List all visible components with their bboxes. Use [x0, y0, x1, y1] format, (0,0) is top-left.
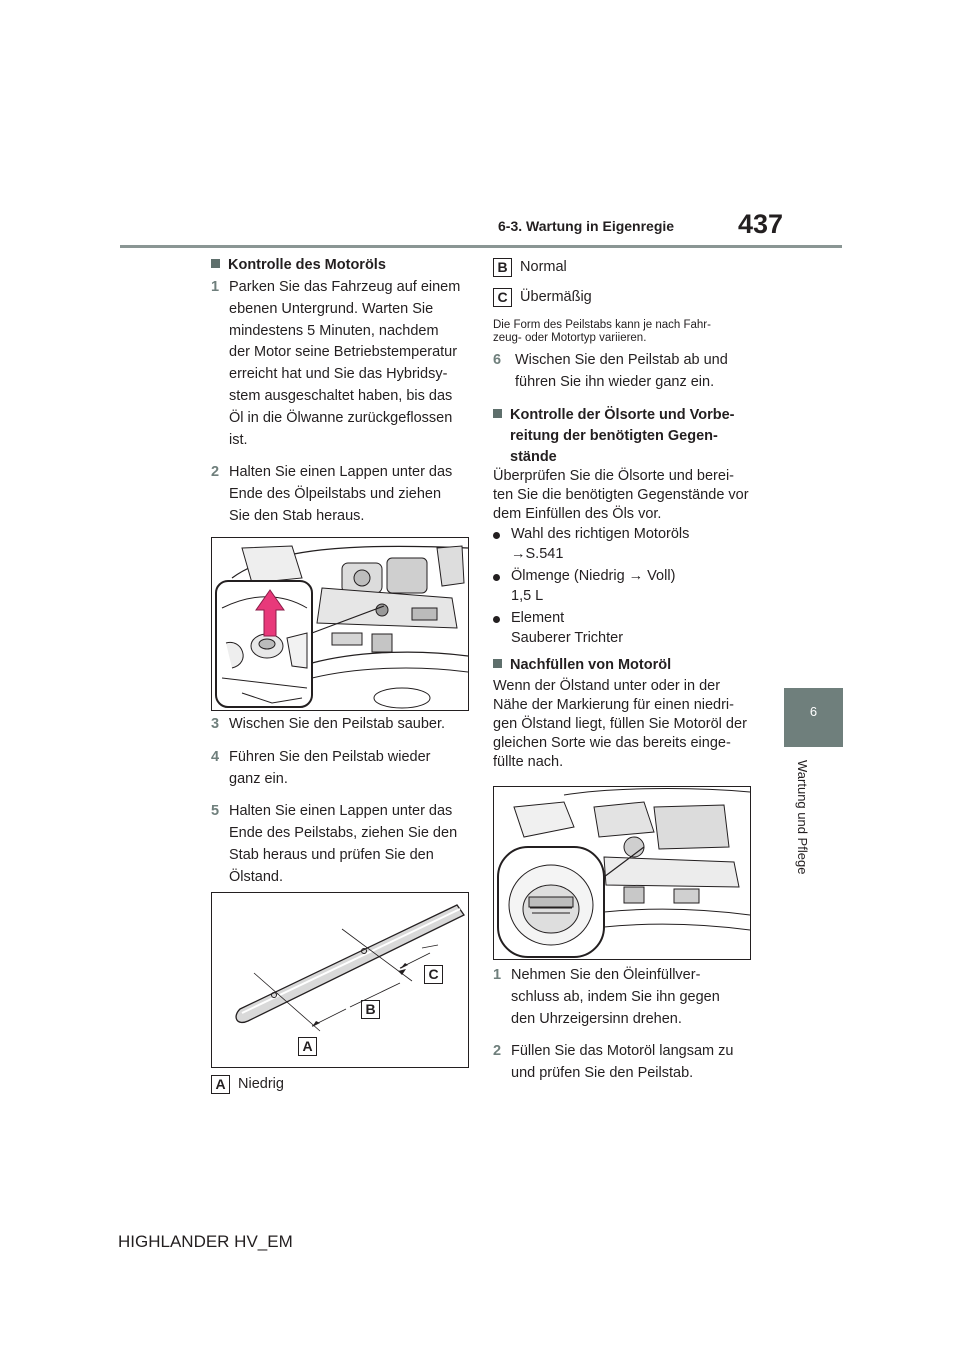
- dipstick-label-c: C: [424, 965, 443, 984]
- legend-text-a: Niedrig: [238, 1076, 284, 1092]
- bullet-text: Element Sauberer Trichter: [511, 610, 624, 646]
- legend-c: [493, 287, 592, 308]
- dipstick-label-a: A: [298, 1037, 317, 1056]
- note-text: Die Form des Peilstabs kann je nach Fahr- zeug- oder Motortyp variieren.: [493, 319, 711, 344]
- engine-bay-illustration: [212, 538, 468, 710]
- step-number: 3: [211, 716, 220, 732]
- oil-cap-illustration: [494, 787, 750, 959]
- left-column: [211, 255, 481, 276]
- step-number: 2: [493, 1043, 502, 1060]
- bullet-dot-icon: [493, 532, 500, 539]
- chapter-side-label: [760, 760, 860, 950]
- step-number: 5: [211, 803, 220, 820]
- dipstick-image: [211, 892, 469, 1068]
- legend-text-c: Übermäßig: [520, 289, 592, 305]
- step-number: 1: [493, 967, 502, 983]
- section-title: 6-3. Wartung in Eigenregie: [498, 218, 675, 234]
- legend-key-a: A: [211, 1075, 230, 1094]
- legend-key-c: C: [493, 288, 512, 307]
- chapter-number: 6: [809, 704, 818, 719]
- chapter-label: Wartung und Pflege: [795, 760, 810, 875]
- step-text: Nehmen Sie den Öleinfüllver- schluss ab, indem Sie ihn gegen den Uhrzeigersinn drehen.: [511, 967, 720, 1027]
- page-number: 437: [738, 209, 784, 239]
- header-rule: [120, 245, 842, 248]
- heading-square-icon: [211, 259, 220, 268]
- heading-square-icon: [493, 659, 502, 668]
- heading-oil-check: Kontrolle des Motoröls: [211, 255, 481, 276]
- step-number: 2: [211, 464, 220, 481]
- step-text: Parken Sie das Fahrzeug auf einem ebenen Untergrund. Warten Sie mindestens 5 Minuten, nachdem der Motor seine Betriebstemperatur erreicht hat und Sie das Hybridsy- stem ausgeschaltet haben, bis das Öl in die Ölwanne zurückgeflossen ist.: [229, 279, 461, 448]
- heading-square-icon: [493, 409, 502, 418]
- legend-b: [493, 257, 567, 278]
- heading-oil-type: Kontrolle der Ölsorte und Vorbe- reitung der benötigten Gegen- stände: [493, 405, 753, 468]
- engine-bay-image: [211, 537, 469, 711]
- step-number: 4: [211, 748, 220, 765]
- legend-text-b: Normal: [520, 259, 567, 275]
- legend-key-b: B: [493, 258, 512, 277]
- bullet-dot-icon: [493, 616, 500, 623]
- bullet-text: Ölmenge (Niedrig → Voll) 1,5 L: [511, 568, 676, 604]
- dipstick-label-b: B: [361, 1000, 380, 1019]
- bullet-dot-icon: [493, 574, 500, 581]
- para-refill: Wenn der Ölstand unter oder in der Nähe der Markierung für einen niedri- gen Ölstand liegt, füllen Sie Motoröl der gleichen Sorte wie das bereits einge- füllte nach.: [493, 678, 747, 770]
- step-text: Führen Sie den Peilstab wieder ganz ein.: [229, 748, 431, 787]
- step-number: 1: [211, 279, 220, 295]
- step-text: Wischen Sie den Peilstab ab und führen Sie ihn wieder ganz ein.: [515, 352, 728, 390]
- step-text: Wischen Sie den Peilstab sauber.: [229, 716, 446, 732]
- chapter-tab: [784, 688, 843, 747]
- step-number: 6: [493, 352, 502, 368]
- para-oil-type: Überprüfen Sie die Ölsorte und berei- ten Sie die benötigten Gegenstände vor dem Einfüllen des Öls vor.: [493, 468, 749, 522]
- bullet-text: Wahl des richtigen Motoröls →S.541: [511, 526, 690, 562]
- oil-cap-image: [493, 786, 751, 960]
- footer-model: HIGHLANDER HV_EM: [118, 1232, 293, 1251]
- step-text: Füllen Sie das Motoröl langsam zu und prüfen Sie den Peilstab.: [511, 1043, 734, 1082]
- step-text: Halten Sie einen Lappen unter das Ende des Peilstabs, ziehen Sie den Stab heraus und prüfen Sie den Ölstand.: [229, 803, 458, 885]
- heading-refill: Nachfüllen von Motoröl: [493, 655, 671, 676]
- legend-a: [211, 1074, 284, 1095]
- step-text: Halten Sie einen Lappen unter das Ende des Ölpeilstabs und ziehen Sie den Stab heraus.: [229, 464, 453, 524]
